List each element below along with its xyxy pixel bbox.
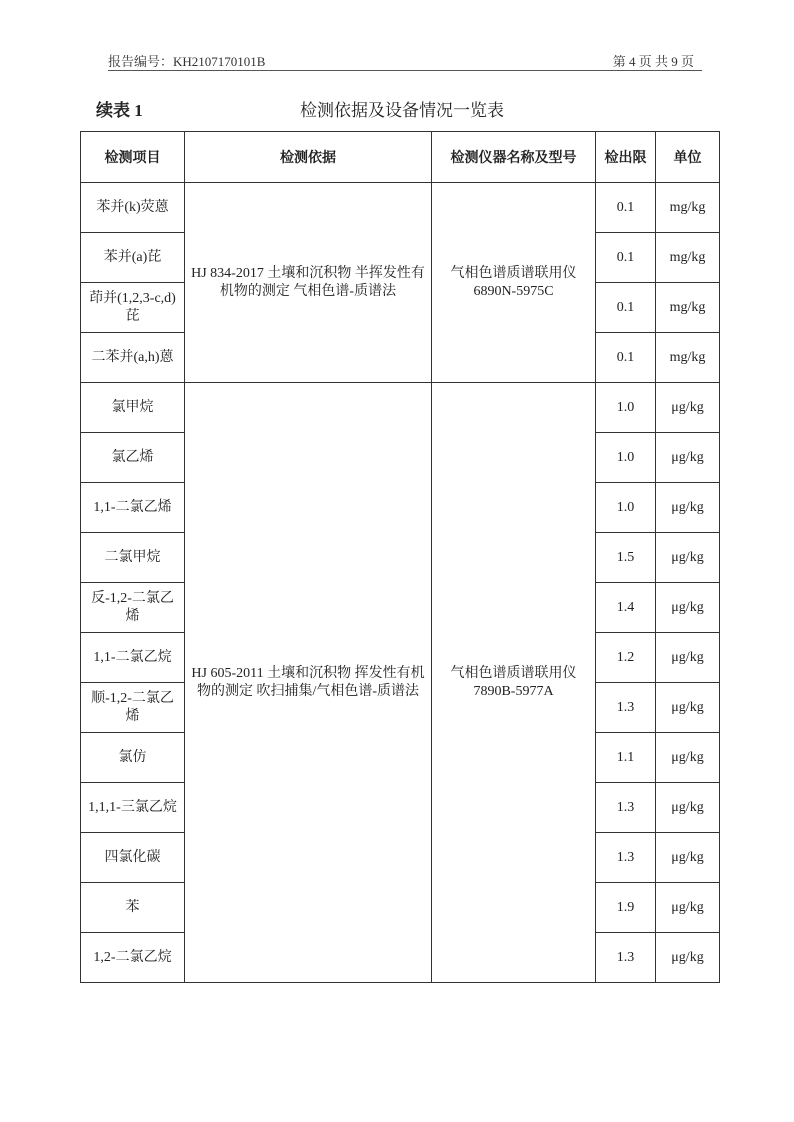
table-continuation-label: 续表 1 — [96, 101, 143, 120]
table-row — [81, 383, 720, 433]
detection-limit: 1.0 — [596, 433, 656, 483]
item-name: 苯并(a)芘 — [81, 233, 185, 283]
instrument-cell: 气相色谱质谱联用仪 6890N-5975C — [432, 183, 596, 383]
item-name: 1,1-二氯乙烯 — [81, 483, 185, 533]
item-name: 氯仿 — [81, 733, 185, 783]
detection-limit: 0.1 — [596, 183, 656, 233]
item-name: 反-1,2-二氯乙烯 — [81, 583, 185, 633]
item-name: 氯乙烯 — [81, 433, 185, 483]
item-name: 四氯化碳 — [81, 833, 185, 883]
page-number: 第 4 页 共 9 页 — [612, 54, 694, 69]
detection-limit: 1.2 — [596, 633, 656, 683]
detection-limit: 1.0 — [596, 483, 656, 533]
unit: μg/kg — [656, 933, 720, 983]
unit: mg/kg — [656, 183, 720, 233]
unit: μg/kg — [656, 633, 720, 683]
report-number: 报告编号：KH2107170101B — [108, 54, 266, 69]
item-name: 1,1,1-三氯乙烷 — [81, 783, 185, 833]
page-header — [108, 48, 702, 71]
column-header-method: 检测依据 — [185, 132, 432, 183]
detection-limit: 0.1 — [596, 333, 656, 383]
detection-limit: 0.1 — [596, 233, 656, 283]
unit: μg/kg — [656, 733, 720, 783]
detection-limit: 1.3 — [596, 683, 656, 733]
detection-limit: 1.0 — [596, 383, 656, 433]
column-header-unit: 单位 — [656, 132, 720, 183]
unit: μg/kg — [656, 833, 720, 883]
table-header-row — [81, 132, 720, 183]
unit: mg/kg — [656, 233, 720, 283]
unit: μg/kg — [656, 383, 720, 433]
item-name: 二苯并(a,h)蒽 — [81, 333, 185, 383]
item-name: 苯并(k)荧蒽 — [81, 183, 185, 233]
table-row — [81, 183, 720, 233]
unit: μg/kg — [656, 783, 720, 833]
instrument-cell: 气相色谱质谱联用仪 7890B-5977A — [432, 383, 596, 983]
item-name: 顺-1,2-二氯乙烯 — [81, 683, 185, 733]
item-name: 二氯甲烷 — [81, 533, 185, 583]
table-title: 检测依据及设备情况一览表 — [300, 101, 504, 120]
item-name: 茚并(1,2,3-c,d)芘 — [81, 283, 185, 333]
unit: mg/kg — [656, 283, 720, 333]
detection-limit: 1.3 — [596, 783, 656, 833]
detection-limit: 0.1 — [596, 283, 656, 333]
unit: μg/kg — [656, 433, 720, 483]
item-name: 1,2-二氯乙烷 — [81, 933, 185, 983]
detection-limit: 1.9 — [596, 883, 656, 933]
unit: μg/kg — [656, 583, 720, 633]
item-name: 苯 — [81, 883, 185, 933]
detection-limit: 1.3 — [596, 833, 656, 883]
detection-basis-table — [80, 131, 720, 983]
item-name: 氯甲烷 — [81, 383, 185, 433]
detection-limit: 1.5 — [596, 533, 656, 583]
method-cell: HJ 834-2017 土壤和沉积物 半挥发性有机物的测定 气相色谱-质谱法 — [185, 183, 432, 383]
method-cell: HJ 605-2011 土壤和沉积物 挥发性有机物的测定 吹扫捕集/气相色谱-质谱法 — [185, 383, 432, 983]
column-header-limit: 检出限 — [596, 132, 656, 183]
detection-limit: 1.4 — [596, 583, 656, 633]
unit: μg/kg — [656, 883, 720, 933]
column-header-item: 检测项目 — [81, 132, 185, 183]
detection-limit: 1.1 — [596, 733, 656, 783]
unit: μg/kg — [656, 483, 720, 533]
detection-limit: 1.3 — [596, 933, 656, 983]
column-header-instrument: 检测仪器名称及型号 — [432, 132, 596, 183]
item-name: 1,1-二氯乙烷 — [81, 633, 185, 683]
unit: μg/kg — [656, 683, 720, 733]
unit: mg/kg — [656, 333, 720, 383]
unit: μg/kg — [656, 533, 720, 583]
